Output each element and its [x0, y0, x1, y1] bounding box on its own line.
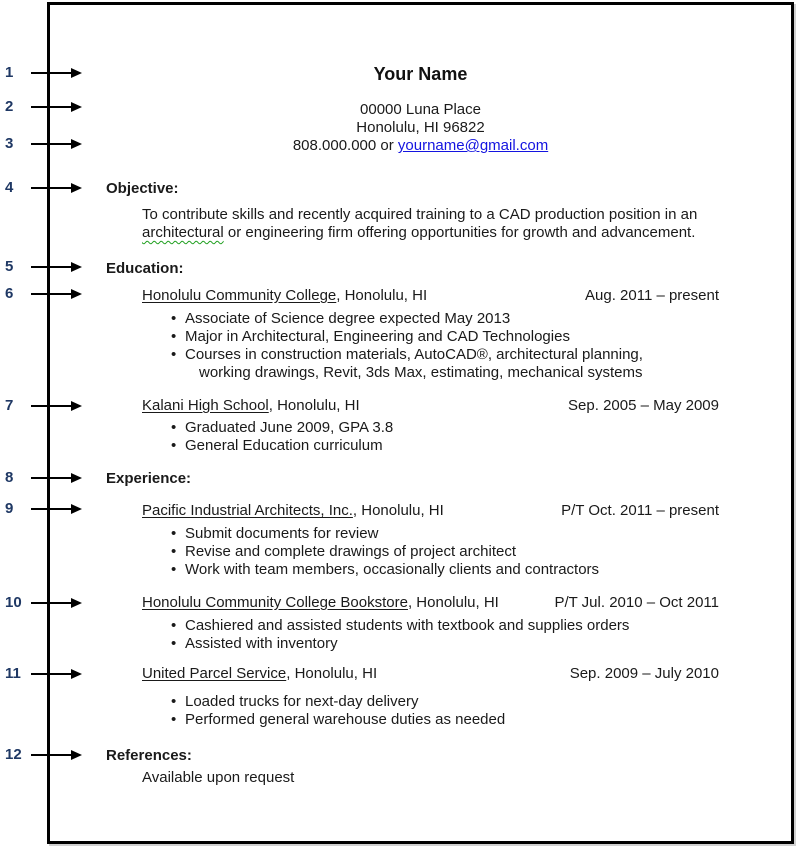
experience-entry-header [142, 594, 791, 612]
arrow-right-icon [31, 183, 82, 193]
annotation-4 [5, 179, 82, 197]
education-entry-header [142, 397, 791, 415]
annotation-number: 10 [5, 594, 22, 611]
bullet-list [171, 310, 791, 382]
entry-dates: Sep. 2009 – July 2010 [569, 665, 719, 682]
objective-paragraph [142, 206, 791, 242]
list-item: • Work with team members, occasionally clients and contractors [171, 561, 791, 579]
annotation-3 [5, 135, 82, 153]
arrow-right-icon [31, 289, 82, 299]
education-heading: Education: [106, 260, 184, 277]
annotation-10 [5, 594, 82, 612]
list-item: • Revise and complete drawings of project architect [171, 543, 791, 561]
list-item: • Associate of Science degree expected May 2013 [171, 310, 791, 328]
annotation-number: 9 [5, 500, 14, 517]
arrow-right-icon [31, 504, 82, 514]
address-line1: 00000 Luna Place [360, 101, 481, 118]
arrow-right-icon [31, 750, 82, 760]
experience-entry-header [142, 665, 791, 683]
company-location: , Honolulu, HI [407, 594, 499, 611]
list-item: • Submit documents for review [171, 525, 791, 543]
entry-dates: Aug. 2011 – present [585, 287, 719, 304]
objective-line1: To contribute skills and recently acquired training to a CAD production position in an [142, 206, 698, 223]
objective-heading: Objective: [106, 180, 179, 197]
institution-location: , Honolulu, HI [336, 287, 428, 304]
list-item: • Loaded trucks for next-day delivery [171, 693, 791, 711]
list-item: • Assisted with inventory [171, 635, 791, 653]
annotation-7 [5, 397, 82, 415]
annotation-number: 12 [5, 746, 22, 763]
list-item: • Courses in construction materials, AutoCAD®, architectural planning, [171, 346, 791, 364]
arrow-right-icon [31, 669, 82, 679]
institution-location: , Honolulu, HI [268, 397, 360, 414]
annotation-number: 11 [5, 665, 21, 682]
annotation-number: 4 [5, 179, 14, 196]
entry-title [142, 502, 444, 520]
resume-header [50, 63, 791, 155]
arrow-right-icon [31, 68, 82, 78]
annotation-number: 3 [5, 135, 14, 152]
bullet-list [171, 693, 791, 729]
education-entry-header [142, 287, 791, 305]
annotation-number: 7 [5, 397, 14, 414]
arrow-right-icon [31, 102, 82, 112]
list-item: • Graduated June 2009, GPA 3.8 [171, 419, 791, 437]
annotation-number: 6 [5, 285, 14, 302]
annotation-number: 1 [5, 64, 14, 81]
entry-dates: P/T Oct. 2011 – present [561, 502, 719, 519]
list-item: • Performed general warehouse duties as needed [171, 711, 791, 729]
institution-name: Kalani High School [142, 397, 269, 414]
list-item-continuation: working drawings, Revit, 3ds Max, estimating, mechanical systems [199, 364, 643, 381]
experience-entry-header [142, 502, 791, 520]
bullet-list [171, 525, 791, 579]
company-location: , Honolulu, HI [286, 665, 378, 682]
company-location: , Honolulu, HI [352, 502, 444, 519]
company-name: Honolulu Community College Bookstore [142, 594, 408, 611]
entry-title [142, 665, 377, 683]
list-item: • Cashiered and assisted students with textbook and supplies orders [171, 617, 791, 635]
entry-title [142, 594, 499, 612]
arrow-right-icon [31, 473, 82, 483]
experience-heading: Experience: [106, 470, 192, 487]
address-line2: Honolulu, HI 96822 [356, 119, 485, 136]
phone-text: 808.000.000 or [292, 137, 394, 154]
arrow-right-icon [31, 262, 82, 272]
annotation-11 [5, 665, 82, 683]
bullet-list [171, 419, 791, 455]
entry-dates: Sep. 2005 – May 2009 [568, 397, 719, 414]
annotation-8 [5, 469, 82, 487]
company-name: United Parcel Service [142, 665, 287, 682]
arrow-right-icon [31, 401, 82, 411]
contact-line [50, 137, 791, 155]
annotation-12 [5, 746, 82, 764]
entry-title [142, 397, 360, 415]
company-name: Pacific Industrial Architects, Inc. [142, 502, 353, 519]
objective-line2 [142, 224, 751, 242]
annotation-number: 2 [5, 98, 14, 115]
page-title: Your Name [373, 64, 468, 84]
annotation-9 [5, 500, 82, 518]
references-heading: References: [106, 747, 192, 764]
bullet-list [171, 617, 791, 653]
list-item: • General Education curriculum [171, 437, 791, 455]
annotation-5 [5, 258, 82, 276]
address-block [50, 101, 791, 155]
resume-page [47, 2, 794, 844]
annotation-number: 5 [5, 258, 14, 275]
list-item: • Major in Architectural, Engineering and CAD Technologies [171, 328, 791, 346]
arrow-right-icon [31, 598, 82, 608]
annotation-number: 8 [5, 469, 14, 486]
institution-name: Honolulu Community College [142, 287, 337, 304]
annotation-1 [5, 64, 82, 82]
entry-title [142, 287, 427, 305]
references-text: Available upon request [142, 769, 295, 786]
email-link[interactable]: yourname@gmail.com [397, 137, 549, 154]
spellcheck-flagged-word: architectural [142, 224, 224, 241]
annotation-2 [5, 98, 82, 116]
annotation-6 [5, 285, 82, 303]
entry-dates: P/T Jul. 2010 – Oct 2011 [554, 594, 719, 611]
arrow-right-icon [31, 139, 82, 149]
objective-line2-rest: or engineering firm offering opportunities for growth and advancement. [227, 224, 696, 241]
